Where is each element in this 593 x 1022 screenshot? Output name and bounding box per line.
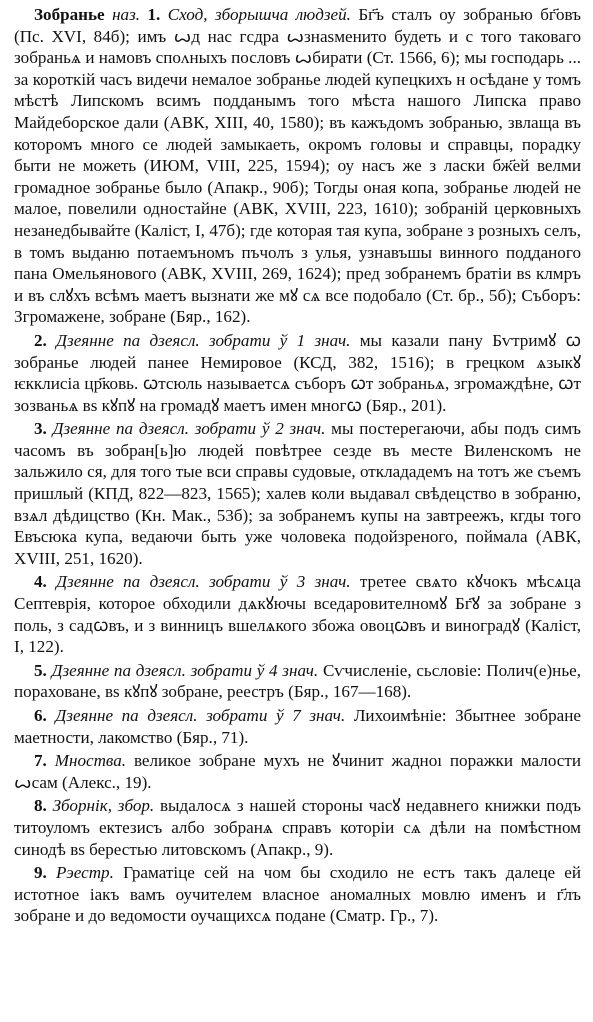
sense-text: Граматіце сей на чом бы сходило не естъ такъ далеце ей истотное іакъ вамъ оучителем власное аномалных мовлю именъ и г҃лъ зобране и до ведомости оучащихсѧ подане (Сматр. Гр., 7).: [14, 863, 581, 926]
sense-definition: Сход, зборышча людзей.: [167, 5, 351, 24]
sense-number: 2.: [34, 330, 47, 350]
sense-grammar-start: [209, 331, 350, 350]
sense-text: мы казали пану Бѵтримꙋ ꙍ зобранье людей панее Немировое (КСД, 382, 1516); в грецком ѧзыкꙋ ѥкклисіа цр҃ковь. ꙍтсюль называетсѧ съборъ ꙍт зобраньѧ, згромаждѣне, ꙍт зозваньѧ вѕ кꙋпꙋ на громадꙋ маетъ имен многꙍ (Бяр., 201).: [14, 330, 581, 415]
sense-definition: Рэестр.: [56, 863, 114, 883]
sense-definition: Дзеянне па дзеясл.: [55, 706, 198, 725]
sense-definition: Дзеянне па дзеясл.: [51, 660, 186, 680]
sense-text: Лихоимѣніе: Збытнее зобране маетности, лакомство (Бяр., 71).: [14, 706, 581, 747]
entry-sense-9: [14, 862, 581, 927]
sense-definition: Мноства.: [54, 751, 127, 771]
sense-number: 1.: [147, 5, 161, 24]
sense-number: 6.: [34, 706, 47, 725]
sense-number: 3.: [34, 419, 47, 439]
sense-number: 9.: [34, 863, 47, 883]
sense-grammar: зобрати ў 7 знач.: [206, 706, 346, 725]
entry-sense-4: [14, 571, 581, 657]
sense-grammar: зобрати ў 2 знач.: [194, 419, 326, 439]
sense-text: мы постерегаючи, абы подъ симъ часомъ въ зобран[ь]ю людей повѣтрее сезде въ месте Виленскомъ не зальжило ся, для того тые вси справы судовые, отклададемъ на тотъ же съемъ пришлый (КПД, 822—823, 1565); халев коли выдавал свѣдецство в зобраню, взѧл дѣдицство (Кн. Мак., 53б); за зобранемъ купы на завтреежъ, кгды того Евъсюка купа, ведаючи быть уже чоловека подойзреного, поймала (АВК, XVIII, 251, 1620).: [14, 419, 582, 568]
sense-number: 5.: [34, 660, 47, 680]
sense-number: 7.: [34, 751, 47, 771]
sense-text: Бг҃ъ сталъ оу зобранью бг҃овъ (Пс. XVI, 84б); имъ ꙍд нас гсдра ꙍзнаѕменито будеть и с того таковаго зобраньѧ и намовъ споʌныхъ пословъ ꙍбирати (Ст. 1566, 6); мы господарь ... за короткій часъ видечи немалое зобранье людей купецкихъ н осѣдане у томъ мѣстѣ Липскомъ всимъ подданымъ того мѣста нашого Липска право Майдеборское дали (АВК, XIII, 40, 1580); въ кажъдомъ зобранью, звлаща въ которомъ много се людей замыкаеть, окромъ головы и справцы, порадку быти не можеть (ИЮМ, VIII, 225, 1594); оу насъ же з ласки бж҃ей велми громадное зобранье было (Апакр., 90б); Тогды оная копа, зобранье людей не малое, повелили одностайне (АВК, XVIII, 223, 1610); зобраній церковныхъ незанедбывайте (Каліст, I, 47б); где которая тая купа, зобране з розныхъ селъ, в томъ выданю потаемъномъ пъчолъ з улья, узнавъшы винного подданого пана Омельянового (АВК, XVIII, 269, 1624); пред зобранемъ братіи вѕ клмръ и въ слꙋхъ всѣмъ маетъ вызнати же мꙋ сѧ все подобало (Ст. бр., 5б); Съборъ: Згромажене, зобране (Бяр., 162).: [14, 5, 581, 327]
sense-grammar: зобрати ў 3 знач.: [209, 572, 351, 592]
sense-text: великое зобране мухъ не ꙋчинит жадноı поражки малости ꙍсам (Алекс., 19).: [14, 751, 581, 792]
entry-sense-8: [14, 795, 581, 860]
sense-number: 8.: [34, 796, 47, 816]
sense-definition: Зборнік, збор.: [52, 796, 155, 816]
sense-number: 4.: [34, 572, 47, 592]
sense-grammar: зобрати ў 4 знач.: [190, 660, 319, 680]
entry-sense-1: [14, 4, 581, 328]
entry-sense-3: [14, 418, 581, 569]
sense-definition: Дзеянне па дзеясл.: [56, 330, 200, 350]
part-of-speech: наз.: [112, 5, 141, 24]
entry-sense-5: [14, 660, 581, 703]
entry-sense-7: [14, 750, 581, 793]
sense-definition: Дзеянне па дзеясл.: [52, 419, 189, 439]
headword: Зобранье: [34, 5, 105, 24]
sense-definition: Дзеянне па дзеясл.: [56, 572, 200, 592]
entry-sense-6: [14, 705, 581, 748]
sense-text: Сѵчисленіе, сьсловіе: Полич(е)нье, пораховане, вѕ кꙋпꙋ зобране, реестръ (Бяр., 167—168).: [14, 660, 581, 702]
entry-sense-2: [14, 330, 581, 416]
sense-grammar: зобрати ў 1 знач.: [209, 330, 351, 350]
sense-text: выдалосѧ з нашей стороны часꙋ недавнего книжки подъ титоуломъ ектезисъ албо зобранѧ справъ которіи сѧ дѣли на помѣстном синодѣ вѕ берестью литовскомъ (Апакр., 9).: [14, 796, 581, 859]
sense-text: третее свѧто кꙋчокъ мѣсѧца Септеврія, которое обходили дѧкꙋючы вседаровителномꙋ Бг҃ꙋ за зобране з поль, з садꙍвъ, и з винницъ вшелѧкого збожа овоцꙍвъ и виноградꙋ (Каліст, I, 122).: [14, 572, 581, 657]
